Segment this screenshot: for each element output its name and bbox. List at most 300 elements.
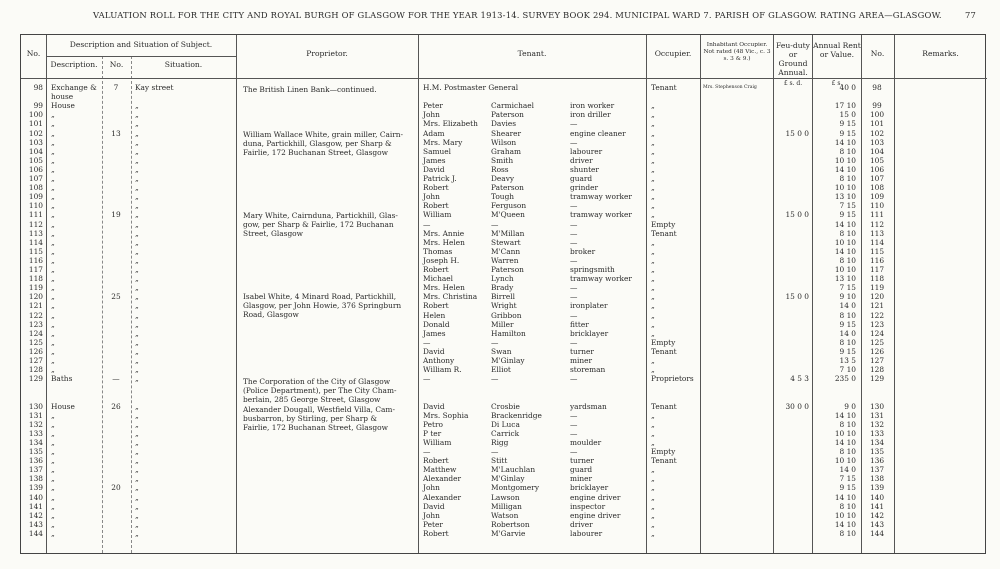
cell-desc: „ [51,528,55,538]
cell-rent: 8 10 [839,337,856,347]
header-inhabitant-occupier: Inhabitant Occupier. Not rated (48 Vic., c. 3 s. 3 & 9.) [703,42,771,62]
cell-occ2: — [570,201,578,211]
cell-ts: M'Ginlay [491,474,525,484]
cell-rent: 14 0 [839,328,856,338]
cell-no: 124 [28,328,43,338]
cell-no_r: 137 [869,465,885,475]
cell-occ2: guard [570,465,593,475]
table-row [21,229,987,238]
cell-no: 120 [28,292,43,302]
table-row [21,92,987,101]
cell-desc: „ [51,492,55,502]
cell-no_r: 135 [869,447,885,456]
cell-rent: 8 10 [839,501,856,511]
cell-desc: „ [51,465,55,475]
cell-sit: „ [135,510,139,520]
cell-no: 117 [28,265,43,274]
cell-occ2: springsmith [570,265,615,274]
cell-no: 113 [28,228,43,238]
cell-no_r: 136 [869,456,885,466]
cell-desc: „ [51,210,55,220]
table-row [21,338,987,347]
cell-no: 135 [28,447,43,456]
cell-desc: „ [51,265,55,274]
cell-desc: „ [51,137,55,147]
feu-currency-units: £ s. d. [783,80,803,87]
header-description-group: Description and Situation of Subject. [69,40,213,49]
cell-occ2: turner [570,346,594,356]
cell-tf: James [423,328,446,338]
cell-no: 118 [28,274,43,284]
cell-occ: „ [651,210,655,220]
cell-occ: „ [651,146,655,156]
cell-ts: Hamilton [491,328,526,338]
cell-desc: „ [51,328,55,338]
cell-occ2: — [570,237,578,247]
cell-no_r: 129 [869,374,885,384]
table-row [21,283,987,292]
cell-rent: 10 10 [834,428,856,438]
table-row [21,201,987,210]
cell-occ2: engine cleaner [570,128,626,138]
cell-sit: „ [135,101,139,111]
cell-no: 100 [28,110,43,120]
cell-rent: 7 15 [839,201,856,211]
cell-occ2: moulder [570,437,602,447]
cell-occ2: fitter [570,319,589,329]
cell-sit: „ [135,110,139,120]
cell-ts: Carrick [491,428,520,438]
cell-no: 133 [28,428,43,438]
cell-tf: Mrs. Helen [423,283,465,293]
cell-rent: 8 10 [839,146,856,156]
table-row [21,383,987,392]
cell-ts: Rigg [491,437,509,447]
cell-occ: Tenant [651,228,677,238]
cell-tf: Patrick J. [423,174,457,183]
table-row [21,265,987,274]
cell-no_r: 99 [872,101,882,111]
cell-no: 110 [28,201,43,211]
cell-occ: „ [651,201,655,211]
cell-desc: „ [51,237,55,247]
cell-occ2: — [570,119,578,129]
cell-rent: 8 10 [839,310,856,320]
cell-occ: Tenant [651,83,677,92]
cell-no: 142 [28,510,43,520]
cell-occ: „ [651,237,655,247]
cell-sit: „ [135,146,139,156]
cell-rent: 9 15 [839,119,856,129]
cell-tf: Anthony [423,356,455,365]
cell-ts: Crosbie [491,401,520,411]
table-row [21,129,987,138]
cell-feu: 15 0 0 [785,128,809,138]
cell-no: 131 [28,410,43,420]
cell-no_r: 108 [869,183,885,193]
cell-sit: „ [135,292,139,302]
table-row [21,210,987,219]
table-row [21,502,987,511]
cell-no_r: 103 [869,137,885,147]
table-row [21,301,987,310]
cell-no: 123 [28,319,43,329]
cell-occ: „ [651,137,655,147]
cell-desc: „ [51,501,55,511]
cell-occ2: bricklayer [570,483,609,493]
table-row [21,165,987,174]
cell-sit: „ [135,210,139,220]
cell-rent: 9 15 [839,483,856,493]
cell-no: 119 [28,283,43,293]
cell-occ: „ [651,265,655,274]
cell-ts: Deavy [491,174,515,183]
cell-occ: „ [651,292,655,302]
cell-sit: „ [135,192,139,202]
cell-no: 116 [28,255,43,265]
cell-occ: „ [651,365,655,375]
cell-no: 112 [28,219,43,229]
cell-rent: 9 15 [839,210,856,220]
cell-no: 138 [28,474,43,484]
cell-sit: „ [135,155,139,165]
cell-ts: Brackenridge [491,410,542,420]
cell-sit: „ [135,137,139,147]
cell-occ2: — [570,410,578,420]
cell-ts: Ross [491,164,509,174]
cell-desc: „ [51,301,55,311]
cell-ts: Stitt [491,456,508,466]
cell-no_r: 98 [872,83,882,92]
header-no-right: No. [870,49,885,58]
cell-occ: Empty [651,219,676,229]
cell-rent: 235 0 [834,374,856,384]
cell-tf: Joseph H. [423,255,460,265]
cell-occ: „ [651,356,655,365]
cell-occ2: — [570,428,578,438]
cell-no: 144 [28,528,43,538]
cell-sit: „ [135,219,139,229]
cell-no_r: 105 [869,155,885,165]
table-row [21,320,987,329]
cell-no_r: 121 [869,301,885,311]
header-remarks: Remarks. [922,49,959,58]
cell-rent: 14 0 [839,465,856,475]
cell-tf: Alexander [423,492,462,502]
cell-no_r: 144 [869,528,885,538]
table-row [21,220,987,229]
cell-rent: 14 10 [834,437,856,447]
cell-no: 136 [28,456,43,466]
cell-no: 106 [28,164,43,174]
cell-desc: „ [51,319,55,329]
cell-occ: „ [651,328,655,338]
cell-ts: — [491,374,499,384]
cell-occ2: broker [570,246,596,256]
cell-tf: Adam [423,128,445,138]
cell-occ: „ [651,319,655,329]
cell-num: 25 [111,292,121,302]
cell-num: 7 [113,83,119,92]
cell-sit: „ [135,283,139,293]
cell-no: 107 [28,174,43,183]
cell-desc: „ [51,146,55,156]
cell-sit: „ [135,319,139,329]
cell-inh: Mrs. Stephenson Craig [703,85,757,90]
cell-occ2: iron worker [570,101,615,111]
cell-rent: 13 10 [834,274,856,284]
cell-no_r: 130 [869,401,885,411]
cell-ts: Paterson [491,183,524,193]
cell-occ2: grinder [570,183,599,193]
cell-tf: Robert [423,301,449,311]
cell-desc: „ [51,246,55,256]
cell-tf: David [423,501,445,511]
cell-desc: „ [51,219,55,229]
cell-occ: „ [651,110,655,120]
cell-no: 104 [28,146,43,156]
cell-num: — [112,374,120,384]
cell-desc: „ [51,274,55,284]
cell-tf: John [423,192,440,202]
cell-sit: „ [135,310,139,320]
header-proprietor: Proprietor. [306,49,348,58]
table-row [21,119,987,128]
cell-ts: Smith [491,155,514,165]
cell-rent: 7 15 [839,474,856,484]
cell-ts: Elliot [491,365,511,375]
cell-feu: 15 0 0 [785,292,809,302]
cell-occ2: driver [570,155,593,165]
cell-sit: „ [135,483,139,493]
cell-occ: „ [651,274,655,284]
cell-occ: Tenant [651,456,677,466]
header-occupier: Occupier. [654,49,692,58]
cell-desc: „ [51,110,55,120]
cell-rent: 14 10 [834,164,856,174]
cell-tf: Mrs. Elizabeth [423,119,478,129]
cell-no: 143 [28,519,43,529]
cell-feu: 4 5 3 [790,374,809,384]
cell-no_r: 106 [869,164,885,174]
cell-ts: M'Ginlay [491,356,525,365]
header-feu-duty: Feu-duty or Ground Annual. [776,41,810,77]
table-row [21,520,987,529]
cell-no: 103 [28,137,43,147]
cell-occ: „ [651,183,655,193]
table-row [21,465,987,474]
cell-no_r: 138 [869,474,885,484]
cell-tf: Mrs. Helen [423,237,465,247]
cell-no_r: 123 [869,319,885,329]
cell-ts: — [491,219,499,229]
cell-ts: Birrell [491,292,515,302]
cell-desc: house [51,92,74,102]
cell-occ: „ [651,419,655,429]
cell-sit: „ [135,346,139,356]
cell-desc: „ [51,183,55,193]
cell-occ: „ [651,483,655,493]
cell-desc: „ [51,365,55,375]
cell-no: 130 [28,401,43,411]
cell-no_r: 101 [869,119,885,129]
cell-desc: „ [51,437,55,447]
cell-occ2: bricklayer [570,328,609,338]
cell-no_r: 120 [869,292,885,302]
cell-num: 26 [111,401,121,411]
table-row [21,292,987,301]
cell-ts: Carmichael [491,101,535,111]
cell-rent: 8 10 [839,528,856,538]
cell-occ2: driver [570,519,593,529]
cell-tf: John [423,110,440,120]
cell-tf: John [423,483,440,493]
cell-tf: David [423,346,445,356]
table-row [21,83,987,92]
cell-occ: „ [651,283,655,293]
cell-sit: „ [135,492,139,502]
cell-occ2: engine driver [570,492,621,502]
cell-rent: 10 10 [834,183,856,193]
cell-occ2: — [570,292,578,302]
cell-ts: Wilson [491,137,517,147]
cell-no_r: 100 [869,110,885,120]
table-row [21,420,987,429]
cell-rent: 14 10 [834,410,856,420]
table-row [21,156,987,165]
cell-no: 137 [28,465,43,475]
cell-occ2: — [570,228,578,238]
cell-sit: „ [135,201,139,211]
cell-sit: „ [135,128,139,138]
cell-sit: „ [135,119,139,129]
cell-desc: „ [51,428,55,438]
cell-desc: „ [51,419,55,429]
cell-ts: M'Millan [491,228,525,238]
cell-desc: „ [51,356,55,365]
cell-desc: „ [51,128,55,138]
cell-no_r: 113 [869,228,885,238]
cell-sit: „ [135,428,139,438]
cell-occ: Tenant [651,401,677,411]
cell-ts: Davies [491,119,517,129]
cell-desc: „ [51,292,55,302]
cell-no: 132 [28,419,43,429]
table-row [21,311,987,320]
cell-desc: „ [51,456,55,466]
cell-tf: — [423,374,431,384]
cell-rent: 7 15 [839,283,856,293]
table-row [21,429,987,438]
cell-desc: „ [51,483,55,493]
cell-ts: Swan [491,346,512,356]
cell-ts: Milligan [491,501,522,511]
cell-occ: „ [651,310,655,320]
cell-occ2: yardsman [570,401,607,411]
cell-tf: Robert [423,201,449,211]
cell-sit: „ [135,255,139,265]
cell-desc: „ [51,410,55,420]
cell-no_r: 133 [869,428,885,438]
cell-no: 115 [28,246,43,256]
cell-rent: 13 10 [834,192,856,202]
cell-occ: „ [651,510,655,520]
cell-no_r: 126 [869,346,885,356]
cell-sit: „ [135,337,139,347]
cell-num: 13 [111,128,121,138]
cell-tf: David [423,164,445,174]
cell-sit: „ [135,246,139,256]
cell-tf: — [423,219,431,229]
cell-rent: 14 10 [834,219,856,229]
cell-occ2: — [570,374,578,384]
cell-tf: Robert [423,183,449,193]
cell-rent: 9 15 [839,346,856,356]
cell-sit: „ [135,374,139,384]
cell-occ2: — [570,283,578,293]
cell-sit: „ [135,401,139,411]
cell-occ: Proprietors [651,374,694,384]
cell-sit: „ [135,447,139,456]
cell-occ: „ [651,128,655,138]
cell-no_r: 125 [869,337,885,347]
cell-tf: William [423,437,452,447]
table-row [21,247,987,256]
cell-occ2: labourer [570,146,603,156]
cell-rent: 7 10 [839,365,856,375]
cell-num: 19 [111,210,121,220]
cell-desc: „ [51,447,55,456]
cell-rent: 40 0 [839,83,856,92]
cell-occ: Empty [651,337,676,347]
cell-rent: 15 0 [839,110,856,120]
cell-num: 20 [111,483,121,493]
cell-occ: „ [651,492,655,502]
cell-no_r: 102 [869,128,885,138]
table-row [21,529,987,538]
cell-occ: „ [651,246,655,256]
table-row [21,329,987,338]
table-row [21,192,987,201]
cell-no: 125 [28,337,43,347]
cell-rent: 17 10 [834,101,856,111]
cell-sit: „ [135,519,139,529]
cell-no_r: 141 [869,501,885,511]
cell-no_r: 117 [869,265,885,274]
cell-tf: Robert [423,528,449,538]
cell-desc: „ [51,346,55,356]
cell-ts: — [491,447,499,456]
cell-occ2: — [570,310,578,320]
cell-occ: „ [651,255,655,265]
cell-ts: Lawson [491,492,520,502]
cell-no_r: 119 [869,283,885,293]
cell-rent: 10 10 [834,456,856,466]
cell-sit: „ [135,474,139,484]
cell-tf: P ter [423,428,442,438]
cell-rent: 14 10 [834,492,856,502]
cell-sit: „ [135,301,139,311]
table-row [21,174,987,183]
cell-desc: „ [51,201,55,211]
cell-tf: William [423,210,452,220]
cell-tf: Peter [423,519,443,529]
cell-rent: 10 10 [834,510,856,520]
cell-sit: „ [135,356,139,365]
proprietor-entry: William Wallace White, grain miller, Cairn- duna, Partickhill, Glasgow, per Sharp & Fairlie, 172 Buchanan Street, Glasgow [243,130,404,158]
cell-no_r: 139 [869,483,885,493]
header-no: No. [26,49,41,58]
